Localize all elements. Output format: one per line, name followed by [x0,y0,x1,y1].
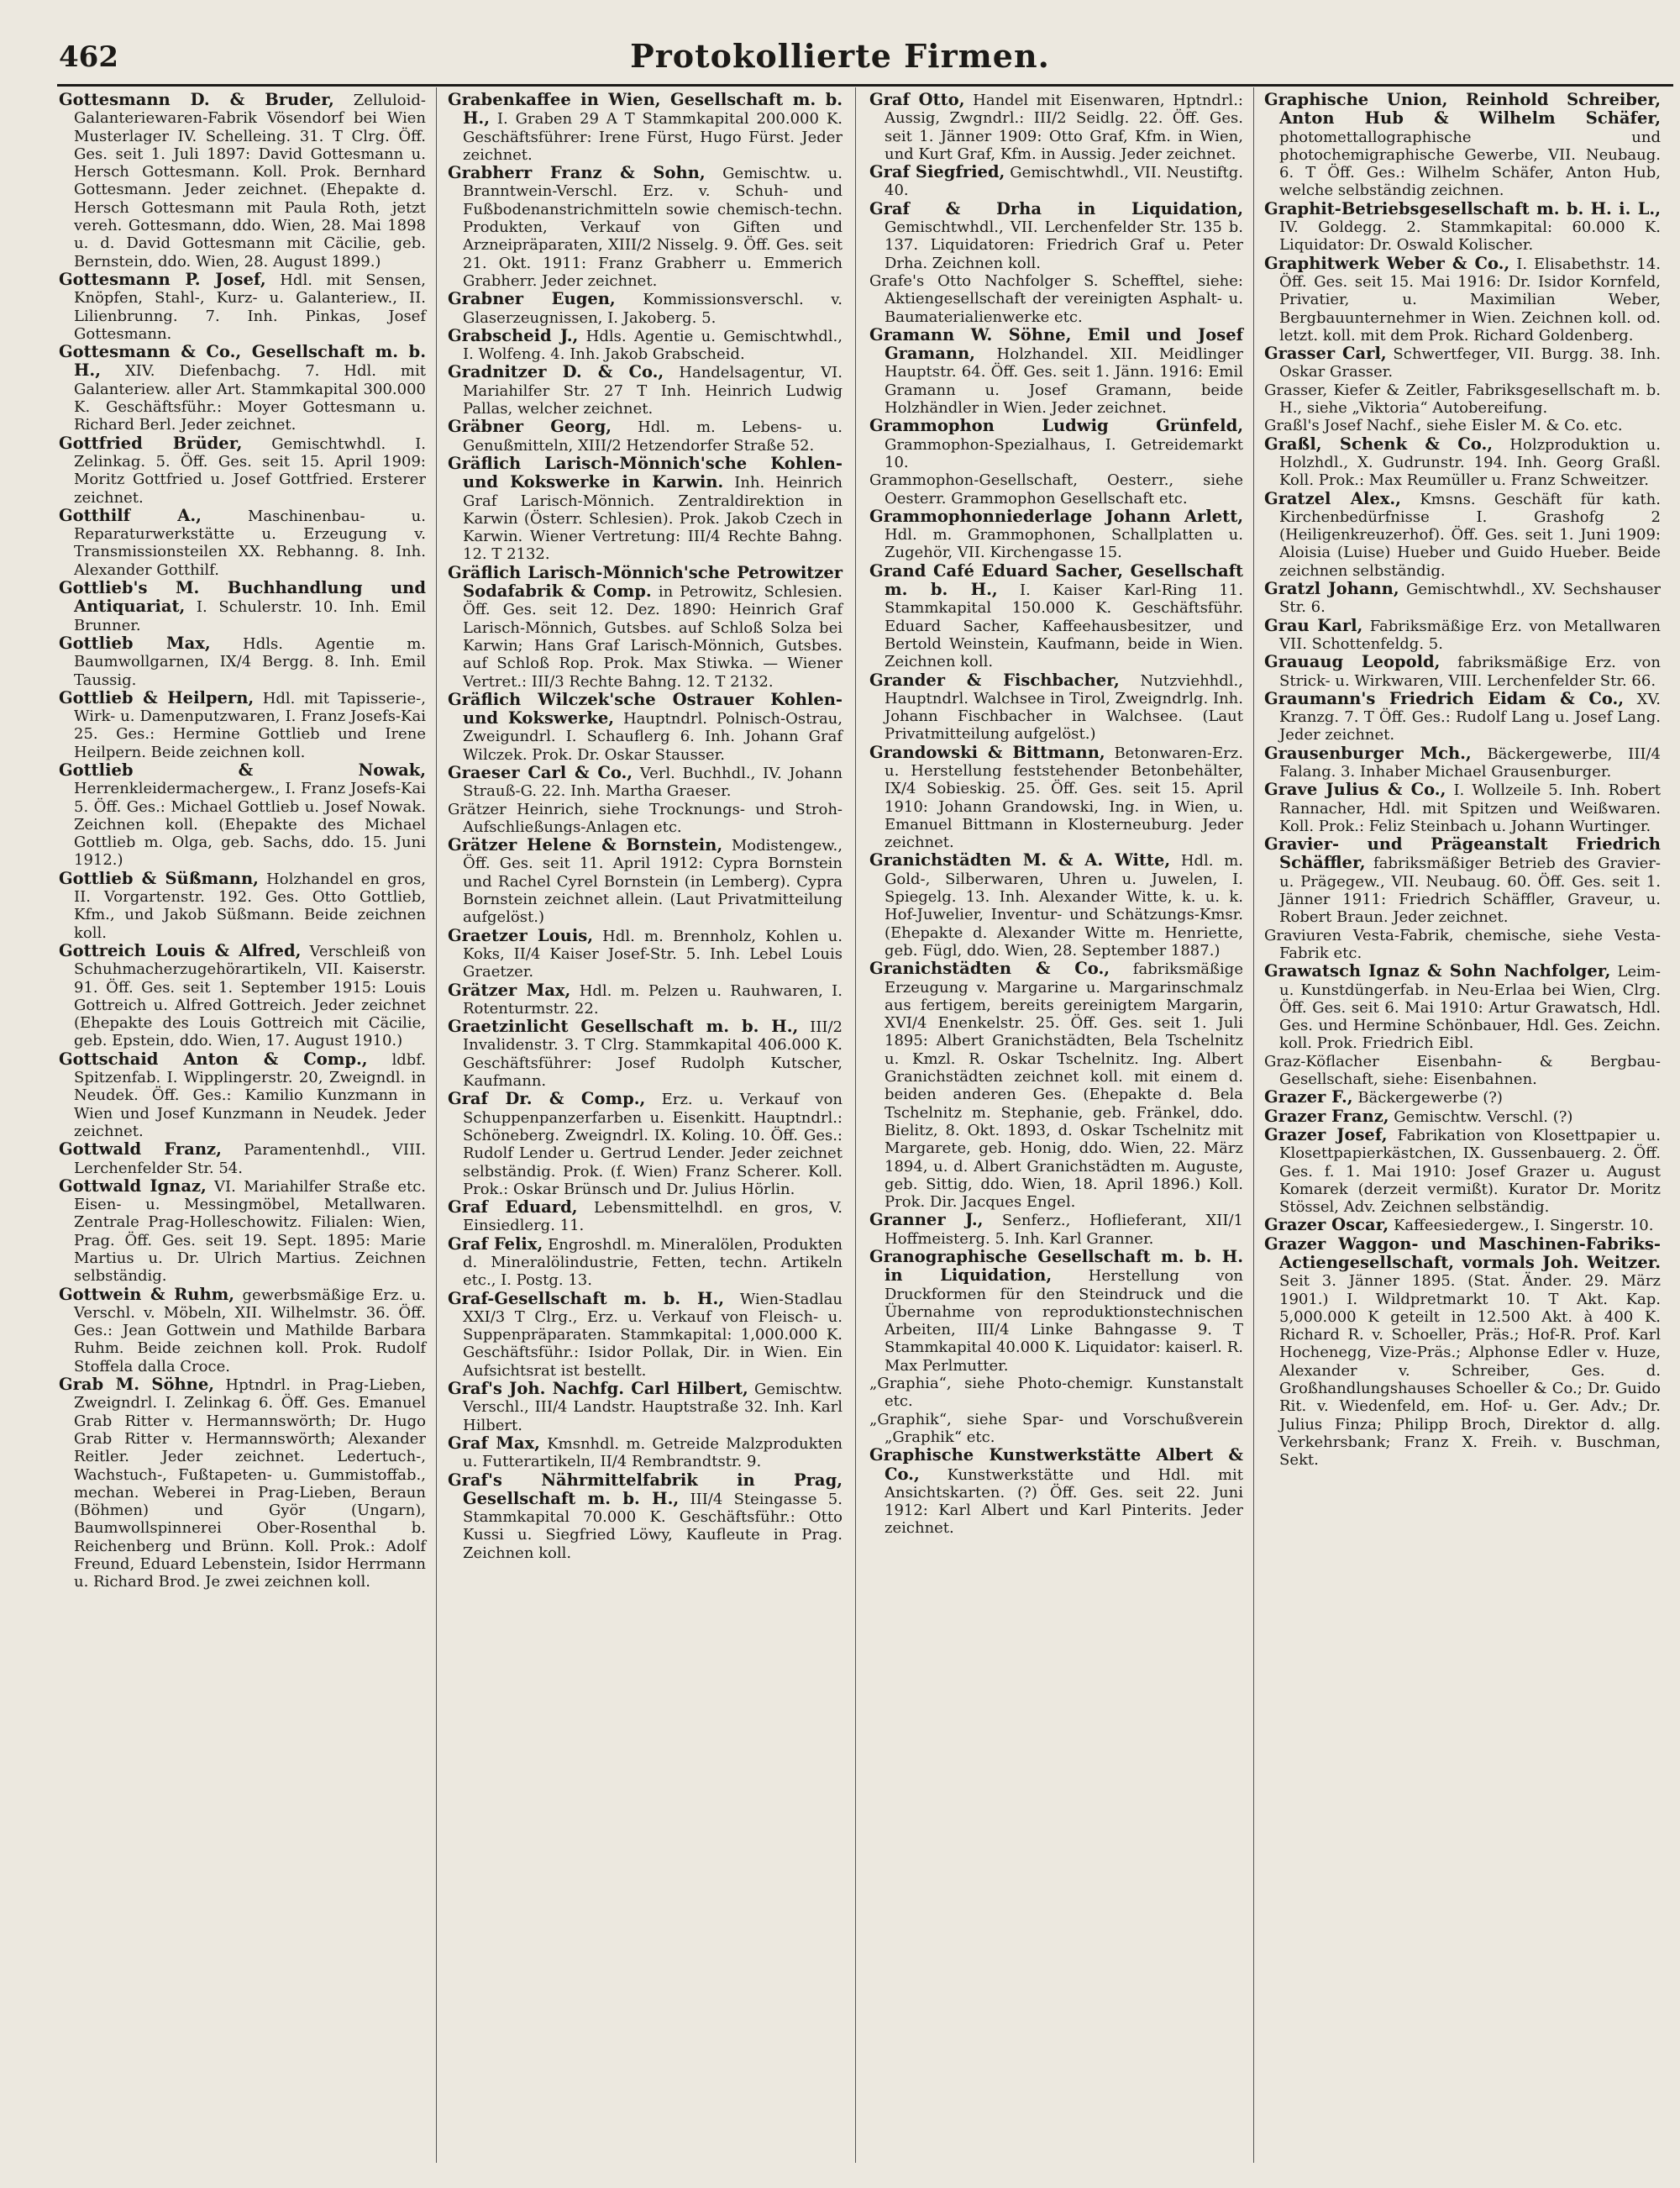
firm-details: Schwertfeger, VII. Burgg. 38. Inh. Oskar Grasser. [1279,345,1661,381]
firm-details: Erz. u. Verkauf von Schuppenpanzerfarben u. Eisenkitt. Hauptndrl.: Schöneberg. Zweigndrl. IX. Koling. 10. Öff. Ges.: Rudolf Lender u. Gertrud Lender. Jeder zeichnet selbständig. Prok. (f. Wien) Franz Scherer. Koll. Prok.: Oskar Brünsch und Dr. Julius Hörlin. [463,1091,843,1198]
firm-details: Grafe's Otto Nachfolger S. Schefftel, siehe: Aktiengesellschaft der vereinigten Asphalt- u. Baumaterialienwerke etc. [869,271,1243,326]
firm-name: Graphit-Betriebsgesellschaft m. b. H. i. L., [1264,198,1661,218]
firm-name: Grazer Oscar, [1264,1215,1389,1235]
firm-details: Hdl. m. Lebens- u. Genußmitteln, XIII/2 Hetzendorfer Straße 52. [463,418,843,455]
firm-details: Senferz., Hoflieferant, XII/1 Hoffmeisterg. 5. Inh. Karl Granner. [885,1212,1243,1248]
firm-entry [448,1290,843,1380]
firm-name: Gottschaid Anton & Comp., [59,1049,368,1069]
firm-name: Gottwald Franz, [59,1139,222,1160]
firm-name: Graphische Union, Reinhold Schreiber, Anton Hub & Wilhelm Schäfer, [1264,90,1661,129]
firm-entry [869,1248,1243,1375]
firm-details: Holzproduktion u. Holzhdl., X. Gudrunstr. 194. Inh. Georg Graßl. Koll. Prok.: Max Reumüller u. Franz Schweitzer. [1279,435,1661,490]
firm-name: Graf Otto, [869,90,965,109]
firm-entry [1264,962,1661,1052]
firm-details: Gemischtwhdl. I. Zelinkag. 5. Öff. Ges. seit 15. April 1909: Moritz Gottfried u. Josef Gottfried. Ersterer zeichnet. [74,434,426,507]
firm-details: „Graphia“, siehe Photo-chemigr. Kunstanstalt etc. [869,1375,1243,1411]
firm-entry [448,1018,843,1090]
firm-details: IV. Goldegg. 2. Stammkapital: 60.000 K. Liquidator: Dr. Oswald Kolischer. [1279,218,1661,255]
column-4 [1264,91,1661,1470]
firm-details: III/4 Steingasse 5. Stammkapital 70.000 K. Geschäftsführ.: Otto Kussi u. Siegfried Löwy, Kaufleute in Prag. Zeichnen koll. [463,1490,843,1562]
firm-details: Inh. Heinrich Graf Larisch-Mönnich. Zentraldirektion in Karwin (Österr. Schlesien). Prok. Jakob Czech in Karwin. Wiener Vertretung: III/4 Rechte Bahng. 12. T 2132. [463,474,843,564]
firm-entry [1264,653,1661,690]
firm-details: gewerbsmäßige Erz. u. Verschl. v. Möbeln, XII. Wilhelmstr. 36. Öff. Ges.: Jean Gottwein und Mathilde Barbara Ruhm. Beide zeichnen koll. Prok. Rudolf Stoffela dalla Croce. [74,1286,426,1375]
firm-details: Betonwaren-Erz. u. Herstellung feststehender Betonbehälter, IX/4 Sobieskig. 25. Öff. Ges. seit 15. April 1910: Johann Grandowski, Ing. in Wien, u. Emanuel Bittmann in Klosterneuburg. Jeder zeichnet. [885,744,1243,852]
firm-entry [59,870,426,942]
firm-details: Hdl. m. Grammophonen, Schallplatten u. Zugehör, VII. Kirchengasse 15. [885,526,1243,562]
firm-entry [1264,417,1661,434]
firm-name: Graf & Drha in Liquidation, [869,198,1243,218]
firm-details: Maschinenbau- u. Reparaturwerkstätte u. Erzeugung v. Transmissionsteilen XX. Rebhanng. 8. Inh. Alexander Gotthilf. [74,507,426,579]
firm-details: Fabrikation von Klosettpapier u. Klosettpapierkästchen, IX. Gussenbauerg. 2. Öff. Ges. f. 1. Mai 1910: Josef Grazer u. August Komarek (derzeit vermißt). Kurator Dr. Moritz Stössel, Adv. Zeichnen selbständig. [1279,1126,1661,1217]
firm-details: Gemischtw. Verschl. (?) [1394,1107,1573,1126]
firm-name: Granner J., [869,1210,984,1230]
firm-entry [1264,91,1661,200]
firm-details: Paramentenhdl., VIII. Lerchenfelder Str. 54. [74,1141,426,1177]
firm-name: Gottreich Louis & Alfred, [59,940,302,960]
firm-entry [448,327,843,364]
page-number: 462 [59,40,118,74]
firm-details: Hdl. m. Gold-, Silberwaren, Uhren u. Juwelen, I. Spiegelg. 13. Inh. Alexander Witte, k. u. k. Hof-Juwelier, Inventur- und Schätzungs-Kmsr. (Ehepakte d. Alexander Witte m. Henriette, geb. Fügl, ddo. Wien, 28. September 1887.) [885,852,1243,960]
firm-name: Graßl, Schenk & Co., [1264,434,1494,454]
firm-name: Graumann's Friedrich Eidam & Co., [1264,688,1625,708]
firm-entry [869,163,1243,200]
firm-name: Grabherr Franz & Sohn, [448,163,706,183]
firm-name: Graf's Nährmittelfabrik in Prag, Gesellschaft m. b. H., [448,1470,843,1508]
firm-details: in Petrowitz, Schlesien. Öff. Ges. seit 12. Dez. 1890: Heinrich Graf Larisch-Mönnich, Gutsbes. auf Schloß Solza bei Karwin; Hans Graf Larisch-Mönnich, Gutsbes. auf Schloß Rop. Prok. Max Stiwka. — Wiener Vertret.: III/3 Rechte Bahng. 12. T 2132. [463,583,843,691]
firm-entry [1264,1126,1661,1216]
firm-entry [59,1140,426,1177]
firm-name: Gotthilf A., [59,505,202,525]
firm-entry [448,1471,843,1562]
firm-details: Gemischtwhdl., XV. Sechshauser Str. 6. [1279,581,1661,617]
column-2 [448,91,843,1562]
firm-entry [869,417,1243,471]
firm-entry [1264,1216,1661,1234]
firm-details: Holzhandel en gros, II. Vorgartenstr. 192. Ges. Otto Gottlieb, Kfm., und Jakob Süßmann. Beide zeichnen koll. [74,870,426,942]
firm-entry [59,271,426,343]
firm-details: Graz-Köflacher Eisenbahn- & Bergbau-Gesellschaft, siehe: Eisenbahnen. [1264,1052,1661,1089]
firm-name: Grabscheid J., [448,325,579,345]
firm-name: Graf Felix, [448,1233,543,1254]
firm-details: Lebensmittelhdl. en gros, V. Einsiedlerg. 11. [463,1199,843,1235]
firm-details: Grasser, Kiefer & Zeitler, Fabriksgesellschaft m. b. H., siehe „Viktoria“ Autobereifung. [1264,381,1661,418]
firm-details: Hdl. mit Sensen, Knöpfen, Stahl-, Kurz- u. Galanteriew., II. Lilienbrunng. 7. Inh. Pinkas, Josef Gottesmann. [74,271,426,343]
firm-details: Kunstwerkstätte und Hdl. mit Ansichtskarten. (?) Öff. Ges. seit 22. Juni 1912: Karl Albert und Karl Pinterits. Jeder zeichnet. [885,1465,1243,1538]
firm-name: Grabner Eugen, [448,289,616,309]
firm-name: Grammophon Ludwig Grünfeld, [869,416,1243,436]
firm-entry [869,508,1243,562]
firm-details: Engroshdl. m. Mineralölen, Produkten d. Mineralölindustrie, Fetten, techn. Artikeln etc., I. Postg. 13. [463,1235,843,1290]
firm-name: Grazer Franz, [1264,1106,1389,1126]
firm-name: Gottlieb Max, [59,633,211,653]
firm-entry [59,343,426,434]
firm-entry [448,91,843,164]
firm-details: Gemischtwhdl., VII. Lerchenfelder Str. 135 b. 137. Liquidatoren: Friedrich Graf u. Peter Drha. Zeichnen koll. [885,218,1243,272]
firm-details: Graßl's Josef Nachf., siehe Eisler M. & Co. etc. [1264,417,1623,435]
firm-name: Graphische Kunstwerkstätte Albert & Co., [869,1445,1243,1484]
firm-details: XV. Kranzg. 7. T Öff. Ges.: Rudolf Lang u. Josef Lang. Jeder zeichnet. [1279,690,1661,744]
firm-name: Grander & Fischbacher, [869,670,1120,690]
firm-details: III/2 Invalidenstr. 3. T Clrg. Stammkapital 406.000 K. Geschäftsführer: Josef Rudolph Kutscher, Kaufmann. [463,1018,843,1091]
firm-name: Grave Julius & Co., [1264,780,1446,800]
firm-name: Granographische Gesellschaft m. b. H. in Liquidation, [869,1247,1243,1286]
firm-entry [1264,744,1661,781]
firm-entry [448,290,843,327]
firm-entry [869,1411,1243,1447]
column-divider [855,87,856,2163]
firm-name: Gottesmann & Co., Gesellschaft m. b. H., [59,342,426,381]
firm-name: Grazer F., [1264,1087,1353,1107]
firm-details: ldbf. Spitzenfab. I. Wipplingerstr. 20, Zweigndl. in Neudek. Öff. Ges.: Kamilio Kunzmann in Wien und Josef Kunzmann in Neudek. Jeder zeichnet. [74,1050,426,1140]
firm-entry [1264,835,1661,926]
firm-entry [1264,1107,1661,1126]
firm-entry [448,164,843,290]
firm-name: Grätzer Max, [448,980,571,1000]
firm-name: Gottesmann D. & Bruder, [59,90,334,109]
firm-name: Gratzel Alex., [1264,488,1401,508]
firm-details: Handel mit Eisenwaren, Hptndrl.: Aussig, Zwgndrl.: III/2 Seidlg. 22. Öff. Ges. seit 1. Jänner 1909: Otto Graf, Kfm. in Wien, und Kurt Graf, Kfm. in Aussig. Jeder zeichnet. [885,92,1243,163]
firm-entry [1264,435,1661,490]
firm-name: Grau Karl, [1264,615,1363,635]
firm-name: Gräflich Larisch-Mönnich'sche Petrowitzer Sodafabrik & Comp. [448,562,843,602]
firm-entry [869,744,1243,852]
firm-name: Granichstädten & Co., [869,959,1110,979]
firm-details: Gemischtw. Verschl., III/4 Landstr. Hauptstraße 32. Inh. Karl Hilbert. [463,1381,843,1434]
firm-entry [869,471,1243,508]
firm-details: Grammophon-Spezialhaus, I. Getreidemarkt 10. [885,435,1243,471]
firm-details: Seit 3. Jänner 1895. (Stat. Änder. 29. März 1901.) I. Wildpretmarkt 10. T Akt. Kap. 5,000.000 K geteilt in 12.500 Akt. à 400 K. Richard R. v. Schoeller, Präs.; Hof-R. Prof. Karl Hochenegg, Vize-Präs.; Alphonse Edler v. Huze, Alexander v. Schreiber, Ges. d. Großhandlungshauses Schoeller & Co.; Dr. Guido Rit. v. Wiedenfeld, em. Hof- u. Ger. Adv.; Dr. Julius Finza; Philipp Broch, Direktor d. allg. Verkehrsbank; Franz X. Freih. v. Buschman, Sekt. [1279,1272,1661,1470]
firm-entry [1264,617,1661,654]
column-divider [1253,87,1254,2163]
firm-entry [869,200,1243,272]
firm-details: Grammophon-Gesellschaft, Oesterr., siehe Oesterr. Grammophon Gesellschaft etc. [869,471,1243,508]
firm-details: Kommissionsverschl. v. Glaserzeugnissen, I. Jakoberg. 5. [463,291,843,327]
firm-details: Kaffeesiedergew., I. Singerstr. 10. [1393,1217,1654,1235]
firm-name: Gravier- und Prägeanstalt Friedrich Schäffler, [1264,834,1661,873]
firm-entry [869,960,1243,1211]
firm-details: I. Schulerstr. 10. Inh. Emil Brunner. [74,598,426,634]
firm-details: Hptndrl. in Prag-Lieben, Zweigndrl. I. Zelinkag 6. Öff. Ges. Emanuel Grab Ritter v. Hermannswörth; Dr. Hugo Grab Ritter v. Hermannswörth; Alexander Reitler. Jeder zeichnet. Ledertuch-, Wachstuch-, Fußtapeten- u. Gummistoffab., mechan. Weberei in Prag-Lieben, Beraun (Böhmen) und Györ (Ungarn), Baumwollspinnerei Ober-Rosenthal b. Reichenberg und Brünn. Koll. Prok.: Adolf Freund, Eduard Lebenstein, Isidor Herrmann u. Richard Brod. Je zwei zeichnen koll. [74,1376,426,1591]
firm-entry [1264,580,1661,617]
firm-entry [1264,1235,1661,1470]
firm-details: Bäckergewerbe, III/4 Falang. 3. Inhaber Michael Grausenburger. [1279,744,1661,781]
firm-name: Grazer Waggon- und Maschinen-Fabriks-Actiengesellschaft, vormals Joh. Weitzer. [1264,1233,1661,1272]
firm-details: Hdl. m. Pelzen u. Rauhwaren, I. Rotenturmstr. 22. [463,981,843,1018]
firm-details: Grätzer Heinrich, siehe Trocknungs- und Stroh-Aufschließungs-Anlagen etc. [448,800,843,836]
firm-entry [869,272,1243,326]
column-3 [869,91,1243,1538]
column-divider [436,87,437,2163]
firm-entry [448,1198,843,1235]
firm-entry [448,564,843,691]
firm-name: Gottlieb & Nowak, [59,760,426,780]
firm-name: Gräflich Wilczek'sche Ostrauer Kohlen- und Kokswerke, [448,689,843,728]
firm-entry [448,455,843,564]
firm-details: Hdl. mit Tapisserie-, Wirk- u. Damenputzwaren, I. Franz Josefs-Kai 25. Ges.: Hermine Gottlieb und Irene Heilpern. Beide zeichnen koll. [74,689,426,761]
firm-name: Grasser Carl, [1264,344,1387,364]
firm-entry [59,689,426,761]
firm-entry [59,1177,426,1286]
firm-details: Wien-Stadlau XXI/3 T Clrg., Erz. u. Verkauf von Fleisch- u. Suppenpräparaten. Stammkapital: 1,000.000 K. Geschäftsführ.: Isidor Pollak, Dir. in Wien. Ein Aufsichtsrat ist bestellt. [463,1290,843,1380]
firm-name: Granichstädten M. & A. Witte, [869,850,1171,870]
firm-entry [448,363,843,418]
firm-details: I. Kaiser Karl-Ring 11. Stammkapital 150.000 K. Geschäftsführ. Eduard Sacher, Kaffeehausbesitzer, und Bertold Weinstein, Kaufmann, beide in Wien. Zeichnen koll. [885,581,1243,671]
firm-entry [1264,690,1661,744]
firm-entry [448,1090,843,1198]
firm-entry [59,434,426,507]
firm-entry [869,91,1243,163]
firm-name: Grabenkaffee in Wien, Gesellschaft m. b. H., [448,90,843,129]
firm-name: Gottlieb & Süßmann, [59,868,259,888]
firm-details: Modistengew., Öff. Ges. seit 11. April 1912: Cypra Bornstein und Rachel Cyrel Bornstein (in Lemberg). Cypra Bornstein zeichnet allein. (Laut Privatmitteilung aufgelöst.) [463,837,843,927]
firm-name: Grätzer Helene & Bornstein, [448,835,723,855]
firm-entry [1264,381,1661,418]
firm-details: I. Elisabethstr. 14. Öff. Ges. seit 15. Mai 1916: Dr. Isidor Kornfeld, Privatier, u. Maximilian Weber, Bergbauunternehmer in Wien. Zeichnen koll. od. letzt. koll. mit dem Prok. Richard Goldenberg. [1279,255,1662,345]
firm-entry [59,942,426,1050]
firm-name: Grand Café Eduard Sacher, Gesellschaft m. b. H., [869,560,1243,600]
firm-entry [448,764,843,801]
firm-details: Hdl. m. Brennholz, Kohlen u. Koks, II/4 Kaiser Josef-Str. 5. Inh. Lebel Louis Graetzer. [463,927,843,981]
firm-details: fabriksmäßiger Betrieb des Gravier- u. Prägegew., VII. Neubaug. 60. Öff. Ges. seit 1. Jänner 1911: Friedrich Schäffler, Graveur, u. Robert Braun. Jeder zeichnet. [1279,855,1661,927]
firm-details: Holzhandel. XII. Meidlinger Hauptstr. 64. Öff. Ges. seit 1. Jänn. 1916: Emil Gramann u. Josef Gramann, beide Holzhändler in Wien. Jeder zeichnet. [885,345,1243,418]
firm-details: photomettallographische und photochemigraphische Gewerbe, VII. Neubaug. 6. T Öff. Ges.: Wilhelm Schäfer, Anton Hub, welche selbständig zeichnen. [1279,128,1661,200]
firm-entry [1264,927,1661,963]
firm-name: Gräflich Larisch-Mönnich'sche Kohlen- und Kokswerke in Karwin. [448,453,843,492]
firm-entry [59,1286,426,1375]
firm-details: Hdls. Agentie u. Gemischtwhdl., I. Wolfeng. 4. Inh. Jakob Grabscheid. [463,327,843,364]
firm-name: Gottlieb & Heilpern, [59,687,255,707]
firm-entry [1264,1088,1661,1107]
firm-details: fabriksmäßige Erz. von Strick- u. Wirkwaren, VIII. Lerchenfelder Str. 66. [1279,654,1661,690]
firm-name: Gräbner Georg, [448,417,612,437]
firm-entry [59,579,426,634]
firm-name: Graf Dr. & Comp., [448,1089,646,1109]
firm-entry [448,1380,843,1434]
firm-name: Grausenburger Mch., [1264,743,1472,763]
firm-name: Gramann W. Söhne, Emil und Josef Gramann, [869,324,1243,364]
firm-entry [869,1375,1243,1411]
firm-entry [448,1235,843,1290]
firm-entry [869,671,1243,744]
firm-entry [1264,781,1661,835]
firm-name: Gradnitzer D. & Co., [448,362,664,382]
firm-entry [869,562,1243,671]
firm-details: Hdls. Agentie m. Baumwollgarnen, IX/4 Bergg. 8. Inh. Emil Taussig. [74,634,426,689]
firm-name: Gottfried Brüder, [59,433,243,453]
firm-name: Graetzer Louis, [448,925,594,945]
firm-name: Gottwald Ignaz, [59,1176,207,1196]
firm-details: Gemischtw. u. Branntwein-Verschl. Erz. v. Schuh- und Fußbodenanstrichmitteln sowie chemisch-techn. Produkten, Verkauf von Giften und Arzneipräparaten, XIII/2 Nisselg. 9. Öff. Ges. seit 21. Okt. 1911: Franz Grabherr u. Emmerich Grabherr. Jeder zeichnet. [463,165,843,290]
firm-details: Gemischtwhdl., VII. Neustiftg. 40. [885,164,1243,200]
firm-name: Gottesmann P. Josef, [59,269,266,289]
firm-name: Graf's Joh. Nachfg. Carl Hilbert, [448,1379,748,1399]
header-rule [57,84,1673,87]
firm-details: Graviuren Vesta-Fabrik, chemische, siehe Vesta-Fabrik etc. [1264,926,1661,962]
firm-details: Herstellung von Druckformen für den Steindruck und die Übernahme von reproduktionstechnischen Arbeiten, III/4 Linke Bahngasse 9. T Stammkapital 40.000 K. Liquidator: kaiserl. R. Max Perlmutter. [885,1267,1243,1375]
firm-details: Hauptndrl. Polnisch-Ostrau, Zweigundrl. I. Schauflerg 6. Inh. Johann Graf Wilczek. Prok. Dr. Oskar Stausser. [463,710,843,764]
firm-entry [869,851,1243,960]
firm-name: Graeser Carl & Co., [448,762,633,782]
firm-entry [448,801,843,837]
firm-entry [59,1050,426,1140]
firm-details: Zelluloid-Galanteriewaren-Fabrik Vösendorf bei Wien Musterlager IV. Schelleing. 31. T Clrg. Öff. Ges. seit 1. Juli 1897: David Gottesmann u. Hersch Gottesmann. Koll. Prok. Bernhard Gottesmann. Jeder zeichnet. (Ehepakte d. Hersch Gottesmann mit Paula Roth, jetzt vereh. Gottesmann, ddo. Wien, 28. Mai 1898 u. d. David Gottesmann mit Cäcilie, geb. Bernstein, ddo. Wien, 28. August 1899.) [74,92,426,271]
firm-name: Grandowski & Bittmann, [869,742,1105,762]
firm-entry [448,981,843,1018]
firm-entry [448,1434,843,1471]
firm-name: Gottwein & Ruhm, [59,1284,235,1304]
firm-entry [1264,490,1661,580]
firm-entry [448,927,843,981]
firm-name: Graf-Gesellschaft m. b. H., [448,1288,725,1308]
firm-name: Grammophonniederlage Johann Arlett, [869,506,1243,526]
firm-details: VI. Mariahilfer Straße etc. Eisen- u. Messingmöbel, Metallwaren. Zentrale Prag-Holleschowitz. Filialen: Wien, Prag. Öff. Ges. seit 19. Sept. 1895: Marie Martius u. Dr. Ulrich Martius. Zeichnen selbständig. [74,1177,427,1286]
firm-entry [1264,200,1661,255]
firm-name: Grab M. Söhne, [59,1375,215,1395]
firm-entry [59,634,426,689]
firm-details: Nutzviehhdl., Hauptndrl. Walchsee in Tirol, Zweigndrlg. Inh. Johann Fischbacher in Walchsee. (Laut Privatmitteilung aufgelöst.) [885,671,1243,744]
firm-entry [1264,1053,1661,1089]
firm-details: Kmsnhdl. m. Getreide Malzprodukten u. Futterartikeln, II/4 Rembrandtstr. 9. [463,1434,843,1471]
column-1 [59,91,426,1591]
firm-details: Bäckergewerbe (?) [1357,1089,1503,1107]
firm-name: Graf Max, [448,1433,540,1453]
firm-entry [869,326,1243,417]
firm-details: Leim- u. Kunstdüngerfab. in Neu-Erlaa bei Wien, Clrg. Öff. Ges. seit 6. Mai 1910: Artur Grawatsch, Hdl. Ges. und Hermine Schönbauer, Hdl. Ges. Zeichn. koll. Prok. Friedrich Eibl. [1279,963,1661,1053]
firm-entry [59,1375,426,1591]
firm-entry [1264,345,1661,381]
firm-name: Grawatsch Ignaz & Sohn Nachfolger, [1264,961,1611,981]
firm-name: Graetzinlicht Gesellschaft m. b. H., [448,1017,799,1037]
page-title: Protokollierte Firmen. [630,37,1050,75]
firm-details: I. Graben 29 A T Stammkapital 200.000 K. Geschäftsführer: Irene Fürst, Hugo Fürst. Jeder zeichnet. [463,110,843,164]
firm-details: I. Wollzeile 5. Inh. Robert Rannacher, Hdl. mit Spitzen und Weißwaren. Koll. Prok.: Feliz Steinbach u. Johann Wurtinger. [1279,781,1661,835]
firm-entry [448,418,843,455]
firm-name: Gottlieb's M. Buchhandlung und Antiquariat, [59,578,426,617]
firm-details: fabriksmäßige Erzeugung v. Margarine u. Margarinschmalz aus fertigem, bereits gereinigtem Margarin, XVI/4 Enenkelstr. 25. Öff. Ges. seit 1. Juli 1895: Albert Granichstädten, Bela Tschelnitz u. Kmzl. R. Oskar Tschelnitz. Ing. Albert Granichstädten zeichnet koll. mit einem d. beiden anderen Ges. (Ehepakte d. Bela Tschelnitz m. Stephanie, geb. Fränkel, ddo. Bielitz, 8. Okt. 1893, d. Oskar Tschelnitz mit Margarete, geb. Honig, ddo. Wien, 22. März 1894, u. d. Albert Granichstädten m. Auguste, geb. Sittig, ddo. Wien, 18. April 1896.) Koll. Prok. Dir. Jacques Engel. [885,960,1243,1212]
firm-entry [448,836,843,926]
firm-entry [448,691,843,764]
firm-details: Fabriksmäßige Erz. von Metallwaren VII. Schottenfeldg. 5. [1279,617,1661,653]
firm-details: „Graphik“, siehe Spar- und Vorschußverein „Graphik“ etc. [869,1410,1243,1446]
firm-entry [59,507,426,579]
firm-name: Gratzl Johann, [1264,579,1399,599]
firm-name: Graf Siegfried, [869,162,1005,182]
firm-entry [869,1446,1243,1537]
firm-name: Graphitwerk Weber & Co., [1264,253,1510,273]
firm-entry [869,1211,1243,1248]
firm-entry [1264,255,1661,345]
firm-details: Handelsagentur, VI. Mariahilfer Str. 27 T Inh. Heinrich Ludwig Pallas, welcher zeichnet. [463,364,843,418]
firm-name: Grauaug Leopold, [1264,652,1441,672]
firm-details: Verl. Buchhdl., IV. Johann Strauß-G. 22. Inh. Martha Graeser. [463,764,843,801]
firm-details: Verschleiß von Schuhmacherzugehörartikeln, VII. Kaiserstr. 91. Öff. Ges. seit 1. September 1915: Louis Gottreich u. Alfred Gottreich. Jeder zeichnet (Ehepakte des Louis Gottreich mit Cäcilie, geb. Epstein, ddo. Wien, 17. August 1910.) [74,942,426,1050]
firm-details: XIV. Diefenbachg. 7. Hdl. mit Galanteriew. aller Art. Stammkapital 300.000 K. Geschäftsführ.: Moyer Gottesmann u. Richard Berl. Jeder zeichnet. [74,362,426,434]
firm-details: Kmsns. Geschäft für kath. Kirchenbedürfnisse I. Grashofg 2 (Heiligenkreuzerhof). Öff. Ges. seit 1. Juni 1909: Aloisia (Luise) Hueber und Guido Hueber. Beide zeichnen selbständig. [1279,490,1661,580]
firm-details: Herrenkleidermachergew., I. Franz Josefs-Kai 5. Öff. Ges.: Michael Gottlieb u. Josef Nowak. Zeichnen koll. (Ehepakte des Michael Gottlieb m. Olga, geb. Sachs, ddo. 15. Juni 1912.) [74,780,426,870]
firm-name: Grazer Josef, [1264,1124,1388,1144]
firm-name: Graf Eduard, [448,1197,578,1218]
firm-entry [59,91,426,271]
firm-entry [59,761,426,870]
